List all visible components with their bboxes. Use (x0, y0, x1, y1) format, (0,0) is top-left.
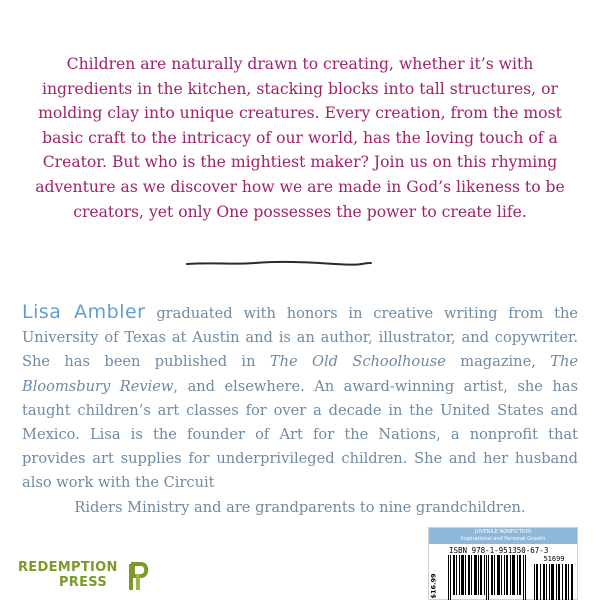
isbn-barcode (447, 555, 529, 600)
publisher-logo (18, 560, 148, 594)
bio-text-part1: graduated with honors in creative writing from the University of Texas at Austin and is an author, illustrator, and copywriter. She has been published in (22, 305, 579, 371)
bio-text-part3: , and elsewhere. An award-winning artist, she has taught children’s art classes for over a decade in the United States and Mexico. Lisa is the founder of Art for the Nations, a nonprofit that provides art supplies for underprivileged children. She and her husband also work with the Circuit (22, 377, 578, 492)
bio-text-last-line: Riders Ministry and are grandparents to nine grandchildren. (74, 498, 526, 516)
barcode-box (428, 527, 578, 600)
category-line-1: JUVENILE NONFICTION (475, 529, 531, 535)
divider-line (185, 257, 373, 269)
publisher-name-line1: REDEMPTION (18, 560, 118, 575)
category-line-2: Inspirational and Personal Growth (460, 536, 546, 542)
publication-title-2: The Bloomsbury Review (22, 353, 579, 395)
price-label: $16.99 (429, 573, 438, 599)
bio-text-part2: magazine, (445, 353, 551, 371)
price-addon-barcode (533, 564, 575, 600)
publisher-name-line2: PRESS (58, 575, 108, 590)
category-band (429, 528, 577, 544)
isbn-number: ISBN 978-1-951350-67-3 (449, 546, 549, 555)
author-bio (22, 300, 578, 520)
author-name: Lisa Ambler (22, 301, 146, 323)
publication-title-1: The Old Schoolhouse (269, 353, 446, 371)
publisher-mark-icon (126, 562, 150, 592)
back-cover-blurb: Children are naturally drawn to creating, whether it’s with ingredients in the kitchen, stacking blocks into tall structures, or molding clay into unique creatures. Every creation, from the most basic craft to the intricacy of our world, has the loving touch of a Creator. But who is the mightiest maker? Join us on this rhyming adventure as we discover how we are made in God’s likeness to be creators, yet only One possesses the power to create life. (35, 55, 565, 221)
price-addon-number: 51699 (543, 555, 565, 563)
